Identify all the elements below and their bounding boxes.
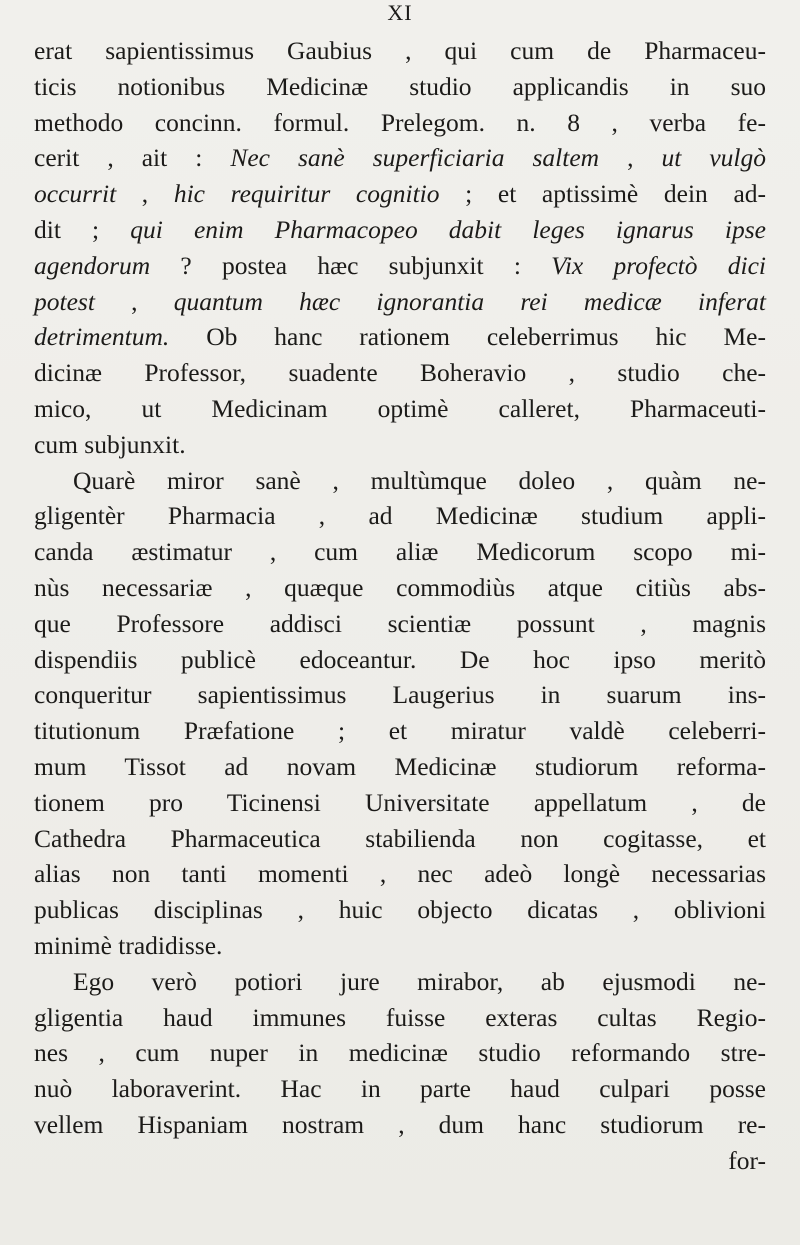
text-line bbox=[34, 677, 766, 713]
text-segment: minimè tradidisse. bbox=[34, 930, 223, 960]
text-segment: dicinæ Professor, suadente Boheravio , studio che- bbox=[34, 358, 766, 388]
text-line bbox=[34, 892, 766, 928]
text-segment: vellem Hispaniam nostram , dum hanc studiorum re- bbox=[34, 1109, 766, 1139]
italic-segment: detrimentum. bbox=[34, 322, 170, 352]
text-segment: methodo concinn. formul. Prelegom. n. 8 , verba fe- bbox=[34, 107, 766, 137]
text-line bbox=[34, 427, 766, 463]
italic-segment: occurrit bbox=[34, 179, 117, 209]
italic-segment: hic requiritur cognitio bbox=[173, 179, 440, 209]
catchword bbox=[34, 1143, 766, 1179]
text-line bbox=[34, 964, 766, 1000]
text-segment: Quarè miror sanè , multùmque doleo , quàm ne- bbox=[73, 465, 766, 495]
text-line bbox=[34, 176, 766, 212]
text-line bbox=[34, 713, 766, 749]
text-line bbox=[34, 606, 766, 642]
text-segment: ; et aptissimè dein ad- bbox=[439, 179, 767, 209]
italic-segment: agendorum bbox=[34, 250, 151, 280]
text-segment: Ego verò potiori jure mirabor, ab ejusmodi ne- bbox=[73, 966, 766, 996]
text-segment: nuò laboraverint. Hac in parte haud culpari posse bbox=[34, 1074, 766, 1104]
text-line bbox=[34, 1035, 766, 1071]
text-segment: cerit , ait : bbox=[34, 143, 231, 173]
page-number: XI bbox=[387, 0, 413, 25]
text-segment: Ob hanc rationem celeberrimus hic Me- bbox=[169, 322, 766, 352]
text-segment: tionem pro Ticinensi Universitate appellatum , de bbox=[34, 787, 766, 817]
text-segment: cum subjunxit. bbox=[34, 429, 186, 459]
italic-segment: potest bbox=[34, 286, 95, 316]
text-line bbox=[34, 1107, 766, 1143]
text-segment: ? postea hæc subjunxit : bbox=[150, 250, 552, 280]
text-line bbox=[34, 1071, 766, 1107]
italic-segment: ut vulgò bbox=[661, 143, 766, 173]
text-segment: mico, ut Medicinam optimè calleret, Pharmaceuti- bbox=[34, 393, 766, 423]
text-segment: , bbox=[116, 179, 174, 209]
text-line bbox=[34, 463, 766, 499]
italic-segment: qui enim Pharmacopeo dabit leges ignarus ipse bbox=[130, 214, 766, 244]
text-line bbox=[34, 248, 766, 284]
text-segment: gligentia haud immunes fuisse exteras cultas Regio- bbox=[34, 1002, 766, 1032]
text-segment: que Professore addisci scientiæ possunt , magnis bbox=[34, 608, 766, 638]
text-segment: conqueritur sapientissimus Laugerius in suarum ins- bbox=[34, 680, 766, 710]
italic-segment: Vix profectò dici bbox=[551, 250, 766, 280]
text-line bbox=[34, 856, 766, 892]
text-segment: publicas disciplinas , huic objecto dicatas , oblivioni bbox=[34, 895, 766, 925]
text-line bbox=[34, 498, 766, 534]
text-line bbox=[34, 534, 766, 570]
text-line bbox=[34, 391, 766, 427]
text-line bbox=[34, 140, 766, 176]
text-segment: dit ; bbox=[34, 214, 131, 244]
text-line bbox=[34, 821, 766, 857]
text-segment: dispendiis publicè edoceantur. De hoc ipso meritò bbox=[34, 644, 766, 674]
text-segment: mum Tissot ad novam Medicinæ studiorum reforma- bbox=[34, 751, 766, 781]
text-line bbox=[34, 284, 766, 320]
text-segment: gligentèr Pharmacia , ad Medicinæ studium appli- bbox=[34, 501, 766, 531]
text-line bbox=[34, 642, 766, 678]
text-line bbox=[34, 570, 766, 606]
text-segment: canda æstimatur , cum aliæ Medicorum scopo mi- bbox=[34, 537, 766, 567]
text-segment: ticis notionibus Medicinæ studio applicandis in suo bbox=[34, 71, 766, 101]
text-line bbox=[34, 928, 766, 964]
text-line bbox=[34, 319, 766, 355]
text-segment: nes , cum nuper in medicinæ studio reformando stre- bbox=[34, 1038, 766, 1068]
text-line bbox=[34, 69, 766, 105]
text-segment: , bbox=[94, 286, 174, 316]
text-segment: for- bbox=[728, 1145, 766, 1175]
text-line bbox=[34, 355, 766, 391]
text-line bbox=[34, 33, 766, 69]
text-line bbox=[34, 105, 766, 141]
text-segment: Cathedra Pharmaceutica stabilienda non cogitasse, et bbox=[34, 823, 766, 853]
text-segment: , bbox=[599, 143, 662, 173]
text-line bbox=[34, 749, 766, 785]
text-segment: alias non tanti momenti , nec adeò longè necessarias bbox=[34, 859, 766, 889]
text-line bbox=[34, 785, 766, 821]
italic-segment: Nec sanè superficiaria saltem bbox=[230, 143, 600, 173]
text-line bbox=[34, 1000, 766, 1036]
text-segment: nùs necessariæ , quæque commodiùs atque citiùs abs- bbox=[34, 572, 766, 602]
text-line bbox=[34, 212, 766, 248]
body-text bbox=[34, 33, 766, 1179]
text-segment: erat sapientissimus Gaubius , qui cum de Pharmaceu- bbox=[34, 36, 766, 65]
text-segment: titutionum Præfatione ; et miratur valdè celeberri- bbox=[34, 716, 766, 746]
italic-segment: quantum hæc ignorantia rei medicæ inferat bbox=[173, 286, 766, 316]
